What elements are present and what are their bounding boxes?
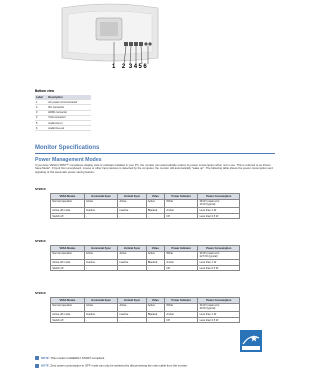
table-cell: - xyxy=(146,213,165,219)
col-header: Power Consumption xyxy=(198,298,240,304)
port-label-table xyxy=(35,95,91,131)
model-label: ST2310 xyxy=(35,239,46,243)
table-cell: Active-off mode xyxy=(51,260,85,266)
col-header: Power Consumption xyxy=(198,246,240,252)
note-tag: NOTE: xyxy=(41,356,50,360)
table-cell: Blanked xyxy=(146,260,165,266)
table-cell: Active xyxy=(146,199,165,208)
table-cell: 28 W (maximum) 19 W (typical) xyxy=(198,199,240,208)
table-cell: 2 xyxy=(35,105,47,110)
table-cell: Active xyxy=(146,303,165,312)
table-cell: 1 xyxy=(35,100,47,105)
table-cell: Off xyxy=(165,265,198,271)
table-cell: Active xyxy=(118,199,146,208)
table-cell: Less than 0.5 W xyxy=(198,213,240,219)
col-header: Video xyxy=(146,246,165,252)
table-cell: Less than 1 W xyxy=(198,260,240,266)
table-cell: VGA connector xyxy=(47,115,91,120)
col-header: Description xyxy=(47,95,91,100)
table-cell: - xyxy=(84,317,117,323)
col-header: Power Consumption xyxy=(198,194,240,200)
col-header: VESA Modes xyxy=(51,298,85,304)
table-cell: AC power cord connector xyxy=(47,100,91,105)
table-cell: Normal operation xyxy=(51,199,85,208)
table-cell: Inactive xyxy=(118,208,146,214)
table-cell: Inactive xyxy=(84,312,117,318)
table-cell: Amber xyxy=(165,260,198,266)
table-cell: - xyxy=(118,213,146,219)
port-number: 5 xyxy=(138,64,143,70)
table-cell: Amber xyxy=(165,208,198,214)
table-cell: Inactive xyxy=(84,260,117,266)
table-cell: Audio line-in xyxy=(47,120,91,125)
table-cell: Switch off xyxy=(51,265,85,271)
col-header: Vertical Sync xyxy=(118,194,146,200)
note-icon xyxy=(35,364,39,368)
table-cell: Switch off xyxy=(51,317,85,323)
table-row xyxy=(51,303,240,312)
table-cell: 30 W (maximum) 22.5 W (typical) xyxy=(198,251,240,260)
table-cell: Active-off mode xyxy=(51,312,85,318)
section-title: Monitor Specifications xyxy=(35,145,100,151)
table-cell: 6 xyxy=(35,126,47,131)
table-cell: HDMI connector xyxy=(47,110,91,115)
table-row xyxy=(51,317,240,323)
table-cell: Switch off xyxy=(51,213,85,219)
table-cell: Active xyxy=(84,199,117,208)
table-cell: - xyxy=(118,265,146,271)
port-number: 1 xyxy=(112,64,116,70)
col-header: Horizontal Sync xyxy=(84,298,117,304)
table-cell: Off xyxy=(165,213,198,219)
table-cell: Active xyxy=(118,303,146,312)
col-header: Label xyxy=(35,95,47,100)
port-number-labels xyxy=(112,64,148,70)
intro-paragraph: If you have VESA's DPM™ compliance display card or software installed in your PC, the monitor can automatically reduce its power consumption when not in use. This is referred to as Power Save Mode*. If input from a keyboard, mouse or other input devices is detected by the computer, the monitor will automatically "wake up". The following table shows the power consumption and signaling of this automatic power saving feature: xyxy=(35,163,273,174)
table-row xyxy=(51,213,240,219)
port-number: 4 xyxy=(133,64,138,70)
table-cell: White xyxy=(165,303,198,312)
table-cell: Normal operation xyxy=(51,251,85,260)
power-mode-table xyxy=(50,297,240,323)
table-cell: Blanked xyxy=(146,312,165,318)
table-cell: Inactive xyxy=(118,312,146,318)
table-cell: Blanked xyxy=(146,208,165,214)
table-cell: Active xyxy=(84,251,117,260)
port-number: 3 xyxy=(128,64,133,70)
col-header: Video xyxy=(146,298,165,304)
table-cell: 40 W (maximum) 29 W (typical) xyxy=(198,303,240,312)
table-cell: Audio line-out xyxy=(47,126,91,131)
model-label: ST2210 xyxy=(35,187,46,191)
note-text: This monitor is ENERGY STAR®-compliant. xyxy=(50,356,105,360)
table-row xyxy=(35,126,91,131)
table-cell: - xyxy=(84,213,117,219)
table-cell: Less than 0.5 W xyxy=(198,265,240,271)
table-cell: - xyxy=(118,317,146,323)
col-header: Horizontal Sync xyxy=(84,194,117,200)
energy-star-logo xyxy=(240,330,262,352)
col-header: Power Indicator xyxy=(165,298,198,304)
table-cell: Active-off mode xyxy=(51,208,85,214)
section-subtitle: Power Management Modes xyxy=(35,157,102,163)
table-cell: 3 xyxy=(35,110,47,115)
table-cell: 5 xyxy=(35,120,47,125)
col-header: Vertical Sync xyxy=(118,298,146,304)
bottom-view-heading: Bottom view xyxy=(35,89,54,93)
table-cell: Amber xyxy=(165,312,198,318)
table-cell: 4 xyxy=(35,115,47,120)
table-cell: DC connector xyxy=(47,105,91,110)
table-row xyxy=(51,265,240,271)
note-icon xyxy=(35,356,39,360)
table-cell: Less than 1 W xyxy=(198,208,240,214)
col-header: Power Indicator xyxy=(165,194,198,200)
table-cell: Active xyxy=(146,251,165,260)
col-header: Video xyxy=(146,194,165,200)
table-cell: Less than 1 W xyxy=(198,312,240,318)
table-cell: Normal operation xyxy=(51,303,85,312)
col-header: Power Indicator xyxy=(165,246,198,252)
col-header: Horizontal Sync xyxy=(84,246,117,252)
table-cell: Active xyxy=(118,251,146,260)
table-cell: Off xyxy=(165,317,198,323)
note-row xyxy=(35,356,105,360)
table-row xyxy=(51,251,240,260)
table-cell: Inactive xyxy=(84,208,117,214)
power-mode-table xyxy=(50,193,240,219)
table-cell: Less than 0.5 W xyxy=(198,317,240,323)
table-cell: - xyxy=(146,317,165,323)
col-header: VESA Modes xyxy=(51,246,85,252)
table-cell: Active xyxy=(84,303,117,312)
col-header: VESA Modes xyxy=(51,194,85,200)
model-label: ST2410 xyxy=(35,291,46,295)
note-row xyxy=(35,364,235,368)
col-header: Vertical Sync xyxy=(118,246,146,252)
power-mode-table xyxy=(50,245,240,271)
section-divider xyxy=(35,153,275,154)
note-text: Zero power consumption in OFF mode can only be achieved by disconnecting the main cable from the monitor. xyxy=(50,363,188,368)
table-cell: - xyxy=(84,265,117,271)
table-cell: White xyxy=(165,251,198,260)
table-row xyxy=(51,199,240,208)
port-number: 2 xyxy=(121,64,126,70)
table-cell: White xyxy=(165,199,198,208)
note-tag: NOTE: xyxy=(41,363,50,368)
table-cell: - xyxy=(146,265,165,271)
table-cell: Inactive xyxy=(118,260,146,266)
port-number: 6 xyxy=(143,64,148,70)
